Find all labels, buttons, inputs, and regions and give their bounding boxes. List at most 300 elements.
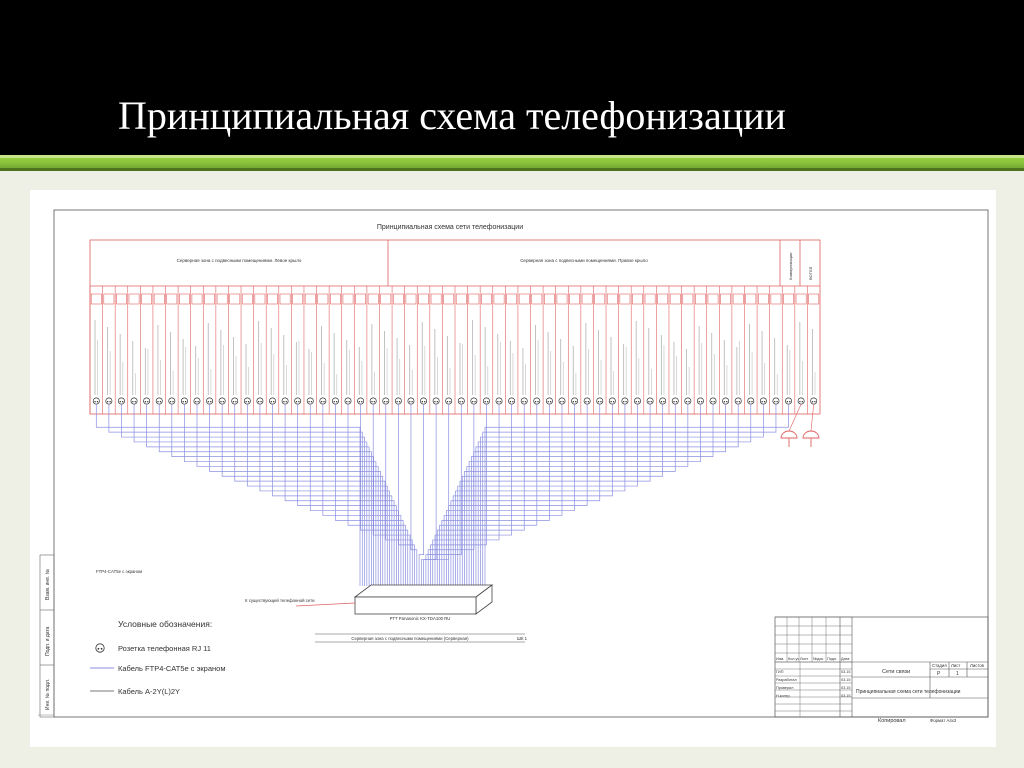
number-cell — [217, 294, 227, 304]
socket-pin — [560, 401, 561, 402]
socket-symbol — [345, 398, 351, 404]
number-cell — [293, 294, 303, 304]
socket-pin — [751, 401, 752, 402]
number-cell — [230, 294, 240, 304]
number-cell — [129, 294, 139, 304]
socket-symbol — [257, 398, 263, 404]
stamp-sheet-title: Принципиальная схема сети телефонизации — [856, 689, 961, 695]
number-cell — [569, 294, 579, 304]
number-cell — [469, 294, 479, 304]
socket-pin — [535, 401, 536, 402]
socket-outline — [521, 398, 527, 404]
stamp-role-cell: Разработал — [776, 678, 797, 682]
socket-pin — [537, 401, 538, 402]
number-cell — [267, 294, 277, 304]
socket-outline — [244, 398, 250, 404]
socket-pin — [575, 401, 576, 402]
socket-pin — [434, 401, 435, 402]
slide-header — [0, 0, 1024, 155]
socket-pin — [485, 401, 486, 402]
number-cell — [632, 294, 642, 304]
socket-symbol — [446, 398, 452, 404]
cable-line — [465, 404, 676, 586]
socket-pin — [172, 401, 173, 402]
stamp-role-cell: Н.контр. — [776, 694, 791, 698]
socket-pin — [625, 401, 626, 402]
stamp-sheet-header: Лист — [951, 663, 961, 668]
socket-pin — [424, 401, 425, 402]
socket-outline — [345, 398, 351, 404]
cable-line — [222, 404, 383, 586]
number-cell — [695, 294, 705, 304]
socket-outline — [622, 398, 628, 404]
socket-outline — [118, 398, 124, 404]
socket-symbol — [748, 398, 754, 404]
cable-line — [467, 404, 688, 586]
cable-line — [476, 404, 738, 586]
socket-pin — [510, 401, 511, 402]
pbx-unit — [355, 585, 492, 614]
socket-outline — [634, 398, 640, 404]
stamp-cell-text: Инв. № подл. — [45, 678, 51, 710]
socket-symbol — [660, 398, 666, 404]
number-cell — [91, 294, 101, 304]
stamp-header-cell: Подп. — [827, 657, 838, 661]
socket-pin — [711, 401, 712, 402]
socket-pin — [598, 401, 599, 402]
number-cell — [444, 294, 454, 304]
socket-pin — [245, 401, 246, 402]
socket-pin — [260, 401, 261, 402]
cable-line — [298, 404, 397, 586]
cable-line — [451, 404, 600, 586]
socket-pin — [286, 401, 287, 402]
cable-line — [478, 404, 751, 586]
socket-pin — [132, 401, 133, 402]
stamp-date-cell: 03.15 — [841, 678, 851, 682]
socket-pin — [170, 401, 171, 402]
cable-line — [96, 404, 360, 586]
cable-line — [260, 404, 390, 586]
cable-line — [184, 404, 376, 586]
socket-pin — [120, 401, 121, 402]
socket-outline — [760, 398, 766, 404]
socket-pin — [283, 401, 284, 402]
number-cell — [179, 294, 189, 304]
number-cell — [544, 294, 554, 304]
socket-outline — [295, 398, 301, 404]
number-cell — [721, 294, 731, 304]
socket-pin — [396, 401, 397, 402]
socket-pin — [522, 401, 523, 402]
number-cell — [104, 294, 114, 304]
socket-pin — [97, 401, 98, 402]
number-cell — [318, 294, 328, 304]
stamp-date-cell: 03.15 — [841, 670, 851, 674]
socket-pin — [776, 401, 777, 402]
stamp-stage-header: Стадия — [932, 663, 947, 668]
socket-pin — [497, 401, 498, 402]
socket-pin — [386, 401, 387, 402]
socket-pin — [588, 401, 589, 402]
socket-symbol — [206, 398, 212, 404]
number-cell — [582, 294, 592, 304]
socket-pin — [550, 401, 551, 402]
socket-outline — [660, 398, 666, 404]
socket-symbol — [395, 398, 401, 404]
socket-pin — [714, 401, 715, 402]
socket-pin — [462, 401, 463, 402]
socket-symbol — [647, 398, 653, 404]
socket-pin — [802, 401, 803, 402]
socket-symbol — [320, 398, 326, 404]
socket-pin — [500, 401, 501, 402]
number-cell — [192, 294, 202, 304]
socket-pin — [474, 401, 475, 402]
socket-pin — [648, 401, 649, 402]
socket-pin — [673, 401, 674, 402]
socket-pin — [663, 401, 664, 402]
socket-outline — [144, 398, 150, 404]
socket-pin — [94, 401, 95, 402]
stamp-header-cell: Дата — [841, 657, 850, 661]
socket-pin — [323, 401, 324, 402]
socket-outline — [534, 398, 540, 404]
socket-pin — [157, 401, 158, 402]
socket-symbol — [232, 398, 238, 404]
socket-pin — [814, 401, 815, 402]
socket-symbol — [118, 398, 124, 404]
stamp-header-cell: Кол.уч — [788, 657, 800, 661]
socket-pin — [487, 401, 488, 402]
socket-pin — [336, 401, 337, 402]
number-cell — [746, 294, 756, 304]
socket-outline — [433, 398, 439, 404]
number-cell — [343, 294, 353, 304]
number-cell — [809, 294, 819, 304]
socket-pin — [739, 401, 740, 402]
external-label: К существующей телефонной сети — [245, 598, 315, 603]
socket-symbol — [584, 398, 590, 404]
cable-line — [453, 404, 612, 586]
socket-symbol — [559, 398, 565, 404]
socket-symbol — [106, 398, 112, 404]
socket-outline — [811, 398, 817, 404]
socket-symbol — [685, 398, 691, 404]
socket-outline — [597, 398, 603, 404]
number-cell — [758, 294, 768, 304]
socket-pin — [447, 401, 448, 402]
number-cell — [154, 294, 164, 304]
stamp-role-cell: Проверил — [776, 686, 794, 690]
socket-symbol — [697, 398, 703, 404]
cable-note: FTP4-CAT5e с экраном — [96, 569, 143, 574]
number-cell — [507, 294, 517, 304]
socket-pin — [197, 401, 198, 402]
socket-outline — [206, 398, 212, 404]
number-cell — [532, 294, 542, 304]
stamp-sheets-header: Листов — [970, 663, 984, 668]
number-cell — [708, 294, 718, 304]
stamp-role-cell: ГИП — [776, 670, 784, 674]
socket-pin — [147, 401, 148, 402]
number-cell — [783, 294, 793, 304]
socket-pin — [610, 401, 611, 402]
server-zone-code: ШК 1 — [517, 636, 528, 641]
external-line — [296, 603, 355, 606]
socket-pin — [701, 401, 702, 402]
socket-symbol — [458, 398, 464, 404]
cable-line — [483, 404, 776, 586]
socket-pin — [182, 401, 183, 402]
socket-outline — [131, 398, 137, 404]
socket-outline — [370, 398, 376, 404]
number-cell — [683, 294, 693, 304]
socket-outline — [509, 398, 515, 404]
number-cell — [557, 294, 567, 304]
socket-symbol — [433, 398, 439, 404]
socket-symbol — [760, 398, 766, 404]
socket-pin — [676, 401, 677, 402]
socket-lead — [811, 404, 814, 431]
socket-pin — [122, 401, 123, 402]
socket-symbol — [471, 398, 477, 404]
socket-pin — [764, 401, 765, 402]
diagram-title: Принципиальная схема сети телефонизации — [376, 224, 524, 231]
legend-title: Условные обозначения: — [118, 619, 213, 629]
socket-symbol — [483, 398, 489, 404]
stamp-cell-text: Взам. инв. № — [45, 569, 51, 600]
socket-outline — [282, 398, 288, 404]
cable-line — [197, 404, 378, 586]
socket-pin — [749, 401, 750, 402]
socket-outline — [710, 398, 716, 404]
socket-symbol — [509, 398, 515, 404]
socket-pin — [298, 401, 299, 402]
number-cell — [595, 294, 605, 304]
socket-pin — [459, 401, 460, 402]
socket-symbol — [521, 398, 527, 404]
number-cell — [242, 294, 252, 304]
socket-outline — [785, 398, 791, 404]
socket-outline — [647, 398, 653, 404]
cable-line — [485, 404, 789, 586]
legend-item-label: Кабель А-2Y(L)2Y — [118, 687, 181, 696]
block-right-label: Серверная зона с подвесными помещениями. Правое крыло — [520, 258, 648, 263]
socket-symbol — [634, 398, 640, 404]
block-left-label: Серверная зона с подвесными помещениями. Левое крыло — [176, 258, 302, 263]
cable-line — [419, 404, 423, 586]
socket-pin — [562, 401, 563, 402]
schematic-canvas — [30, 190, 996, 747]
socket-symbol — [773, 398, 779, 404]
stamp-project: Сети связи — [882, 669, 911, 675]
number-cell — [431, 294, 441, 304]
socket-pin — [525, 401, 526, 402]
socket-outline — [269, 398, 275, 404]
socket-outline — [697, 398, 703, 404]
number-cell — [670, 294, 680, 304]
socket-outline — [358, 398, 364, 404]
number-cell — [393, 294, 403, 304]
stamp-header-cell: Лист — [800, 657, 809, 661]
socket-pin — [195, 401, 196, 402]
stamp-date-cell: 03.15 — [841, 694, 851, 698]
socket-pin — [651, 401, 652, 402]
socket-symbol — [723, 398, 729, 404]
number-cell — [771, 294, 781, 304]
socket-symbol — [408, 398, 414, 404]
socket-symbol — [597, 398, 603, 404]
cable-bundle — [96, 404, 813, 586]
socket-pin — [787, 401, 788, 402]
socket-outline — [584, 398, 590, 404]
socket-pin — [512, 401, 513, 402]
number-cell — [167, 294, 177, 304]
socket-symbol — [609, 398, 615, 404]
socket-outline — [156, 398, 162, 404]
socket-outline — [395, 398, 401, 404]
socket-outline — [496, 398, 502, 404]
socket-outline — [232, 398, 238, 404]
socket-pin — [613, 401, 614, 402]
number-cell — [330, 294, 340, 304]
number-cell — [733, 294, 743, 304]
cable-line — [462, 404, 662, 586]
socket-pin — [661, 401, 662, 402]
socket-outline — [685, 398, 691, 404]
socket-symbol — [269, 398, 275, 404]
stamp-cell-text: Подп. и дата — [45, 626, 51, 656]
socket-pin — [761, 401, 762, 402]
socket-symbol — [383, 398, 389, 404]
socket-outline — [106, 398, 112, 404]
socket-pin — [135, 401, 136, 402]
socket-symbol — [156, 398, 162, 404]
socket-symbol — [244, 398, 250, 404]
number-cell — [494, 294, 504, 304]
number-cell — [796, 294, 806, 304]
socket-pin — [688, 401, 689, 402]
socket-pin — [374, 401, 375, 402]
socket-symbol — [496, 398, 502, 404]
stamp-format: Формат А4x3 — [930, 718, 957, 723]
socket-pin — [223, 401, 224, 402]
socket-pin — [812, 401, 813, 402]
socket-symbol — [710, 398, 716, 404]
socket-outline — [483, 398, 489, 404]
cable-line — [310, 404, 398, 586]
legend-item-label: Розетка телефонная RJ 11 — [118, 644, 211, 653]
socket-columns — [90, 286, 819, 414]
socket-pin — [349, 401, 350, 402]
socket-outline — [571, 398, 577, 404]
socket-pin — [686, 401, 687, 402]
socket-pin — [210, 401, 211, 402]
socket-pin — [334, 401, 335, 402]
cable-line — [121, 404, 364, 586]
phone-socket — [781, 431, 797, 447]
socket-pin — [789, 401, 790, 402]
socket-symbol — [131, 398, 137, 404]
socket-pin — [411, 401, 412, 402]
socket-pin — [384, 401, 385, 402]
socket-symbol — [181, 398, 187, 404]
number-cell — [142, 294, 152, 304]
socket-pin — [573, 401, 574, 402]
socket-pin — [145, 401, 146, 402]
socket-symbol — [798, 398, 804, 404]
socket-pin — [208, 401, 209, 402]
cable-line — [480, 404, 763, 586]
socket-pin — [600, 401, 601, 402]
number-cell — [645, 294, 655, 304]
socket-outline — [320, 398, 326, 404]
cable-line — [210, 404, 381, 586]
stamp-stage: Р — [937, 671, 941, 677]
socket-outline — [219, 398, 225, 404]
number-cell — [116, 294, 126, 304]
socket-symbol — [672, 398, 678, 404]
socket-pin — [437, 401, 438, 402]
socket-pin — [724, 401, 725, 402]
number-cell — [456, 294, 466, 304]
socket-pin — [311, 401, 312, 402]
socket-pin — [699, 401, 700, 402]
socket-outline — [420, 398, 426, 404]
socket-symbol — [546, 398, 552, 404]
socket-pin — [736, 401, 737, 402]
socket-symbol — [307, 398, 313, 404]
socket-pin — [547, 401, 548, 402]
stamp-copied: Копировал — [878, 718, 906, 724]
socket-pin — [636, 401, 637, 402]
socket-pin — [585, 401, 586, 402]
socket-outline — [93, 398, 99, 404]
socket-outline — [798, 398, 804, 404]
socket-symbol — [194, 398, 200, 404]
socket-symbol — [370, 398, 376, 404]
stamp-header-cell: Изм. — [776, 657, 785, 661]
socket-outline — [559, 398, 565, 404]
socket-outline — [748, 398, 754, 404]
block-side-label: Коммуникации — [788, 252, 793, 280]
socket-symbol — [93, 398, 99, 404]
socket-symbol — [420, 398, 426, 404]
number-cell — [481, 294, 491, 304]
socket-outline — [723, 398, 729, 404]
cable-line — [134, 404, 367, 586]
legend-socket-symbol — [96, 644, 104, 652]
socket-outline — [672, 398, 678, 404]
schematic-drawing — [30, 190, 996, 747]
socket-symbol — [785, 398, 791, 404]
socket-pin — [472, 401, 473, 402]
socket-outline — [383, 398, 389, 404]
cable-line — [471, 404, 713, 586]
socket-outline — [458, 398, 464, 404]
socket-pin — [273, 401, 274, 402]
stamp-header-cell: №док. — [813, 657, 825, 661]
accent-stripe — [0, 155, 1024, 171]
socket-pin — [160, 401, 161, 402]
socket-outline — [609, 398, 615, 404]
socket-pin — [371, 401, 372, 402]
socket-pin — [220, 401, 221, 402]
cable-line — [348, 404, 405, 586]
pbx-label: PTT Panasonic KX-TDA100 RU — [389, 616, 451, 621]
socket-pin — [361, 401, 362, 402]
